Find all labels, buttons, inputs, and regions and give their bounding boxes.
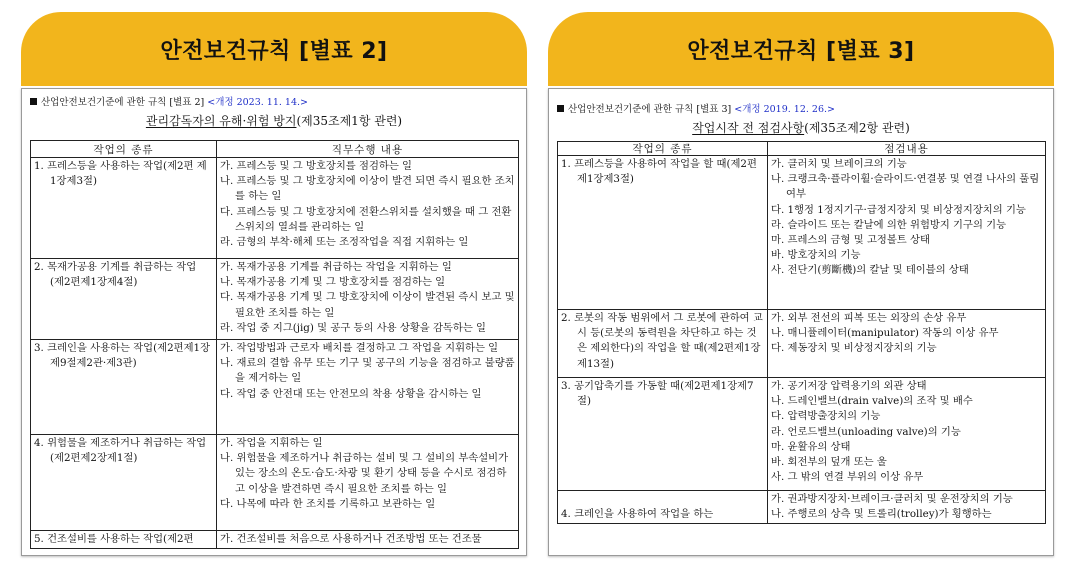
content-cell (768, 310, 1046, 378)
content-cell (217, 259, 519, 340)
table-row (31, 259, 519, 340)
banner-annex-3 (548, 12, 1054, 86)
inspection-table (557, 141, 1046, 524)
content-cell (768, 156, 1046, 310)
doc-title (549, 119, 1053, 136)
content-item: 다. 압력방출장치의 기능 (771, 410, 881, 423)
title-main: 작업시작 전 점검사항 (692, 121, 805, 135)
content-cell (217, 435, 519, 531)
table-row (31, 158, 519, 259)
table-header-row (558, 142, 1046, 156)
work-type: 5. 건조설비를 사용하는 작업(제2편 (34, 533, 194, 545)
content-cell (217, 158, 519, 259)
content-item: 나. 재료의 결함 유무 또는 기구 및 공구의 기능을 점검하고 불량품을 제거하는 일 (220, 357, 515, 385)
content-item: 라. 금형의 부착·해체 또는 조정작업을 직접 지휘하는 일 (220, 236, 469, 249)
square-bullet-icon (30, 98, 37, 105)
content-item: 라. 언로드밸브(unloading valve)의 기능 (771, 425, 961, 438)
revision-note: <개정 2023. 11. 14.> (207, 97, 308, 108)
table-row (558, 156, 1046, 310)
banner-annex-2 (21, 12, 527, 86)
work-type-cell (558, 310, 768, 378)
duties-table (30, 140, 519, 549)
title-ref: (제35조제1항 관련) (296, 114, 403, 128)
content-item: 나. 프레스등 및 그 방호장치에 이상이 발견 되면 즉시 필요한 조치를 하는 일 (220, 175, 515, 203)
content-item: 사. 전단기(剪斷機)의 칼날 및 테이블의 상태 (771, 264, 969, 277)
work-type-cell (31, 435, 217, 531)
table-row (558, 378, 1046, 491)
square-bullet-icon (557, 105, 564, 112)
content-item: 다. 프레스등 및 그 방호장치에 전환스위치를 설치했을 때 그 전환스위치의 열쇠를 관리하는 일 (220, 205, 512, 233)
header-prefix: 산업안전보건기준에 관한 규칙 [별표 3] (568, 104, 732, 115)
content-item: 라. 슬라이드 또는 칼날에 의한 위험방지 기구의 기능 (771, 218, 1007, 231)
work-type: 2. 목재가공용 기계를 취급하는 작업 (제2편제1장제4절) (34, 261, 197, 289)
document-annex-3 (548, 88, 1054, 556)
content-item: 나. 주행로의 상측 및 트롤리(trolley)가 횡행하는 (771, 508, 992, 521)
content-item: 가. 권과방지장치·브레이크·클러치 및 운전장치의 기능 (771, 493, 1013, 505)
title-ref: (제35조제2항 관련) (804, 121, 910, 135)
content-item: 가. 작업방법과 근로자 배치를 결정하고 그 작업을 지휘하는 일 (220, 342, 499, 354)
work-type-cell (31, 340, 217, 435)
doc-header (22, 89, 526, 108)
table-row (31, 435, 519, 531)
content-item: 가. 목재가공용 기계를 취급하는 작업을 지휘하는 일 (220, 261, 452, 273)
work-type: 4. 크레인을 사용하여 작업을 하는 (561, 508, 714, 521)
content-cell (217, 340, 519, 435)
content-cell (768, 491, 1046, 524)
work-type-cell (558, 491, 768, 524)
content-item: 나. 드레인밸브(drain valve)의 조작 및 배수 (771, 395, 973, 408)
panel-annex-2 (21, 0, 527, 545)
content-item: 나. 매니퓰레이터(manipulator) 작동의 이상 유무 (771, 327, 999, 340)
content-item: 다. 작업 중 안전대 또는 안전모의 착용 상황을 감시하는 일 (220, 387, 482, 400)
content-item: 나. 위험물을 제조하거나 취급하는 설비 및 그 설비의 부속설비가 있는 장소의 온도·습도·차광 및 환기 상태 등을 수시로 점검하고 이상을 발견하면 즉시 필요한 조치를 하는 일 (220, 452, 509, 495)
content-item: 나. 목재가공용 기계 및 그 방호장치를 점검하는 일 (220, 276, 446, 289)
content-item: 다. 1행정 1정지기구·급정지장치 및 비상정지장치의 기능 (771, 203, 1026, 216)
work-type: 3. 공기압축기를 가동할 때(제2편제1장제7절) (561, 380, 754, 408)
content-item: 바. 회전부의 덮개 또는 울 (771, 456, 887, 469)
panel-annex-3 (548, 0, 1054, 521)
content-item: 가. 건조설비를 처음으로 사용하거나 건조방법 또는 건조물 (220, 533, 482, 545)
work-type-cell (31, 259, 217, 340)
content-item: 바. 방호장치의 기능 (771, 249, 861, 262)
work-type-cell (558, 378, 768, 491)
work-type-cell (31, 158, 217, 259)
content-item: 라. 작업 중 지그(jig) 및 공구 등의 사용 상황을 감독하는 일 (220, 321, 486, 334)
doc-header (549, 89, 1053, 115)
column-header-work: 작업의 종류 (558, 142, 768, 156)
content-item: 마. 프레스의 금형 및 고정볼트 상태 (771, 234, 930, 247)
work-type: 1. 프레스등을 사용하여 작업을 할 때(제2편제1장제3절) (561, 158, 757, 186)
content-item: 가. 공기저장 압력용기의 외관 상태 (771, 380, 927, 392)
content-item: 가. 외부 전선의 피복 또는 외장의 손상 유무 (771, 312, 967, 324)
work-type: 4. 위험물을 제조하거나 취급하는 작업 (제2편제2장제1절) (34, 437, 207, 465)
table-header-row (31, 141, 519, 158)
table-row (558, 491, 1046, 524)
header-prefix: 산업안전보건기준에 관한 규칙 [별표 2] (41, 97, 205, 108)
content-cell (217, 531, 519, 549)
content-item: 사. 그 밖의 연결 부위의 이상 유무 (771, 471, 924, 484)
banner-title: 안전보건규칙 [별표 2] (160, 38, 388, 64)
content-item: 나. 크랭크축·플라이휠·슬라이드·연결봉 및 연결 나사의 풀림 여부 (771, 173, 1040, 201)
work-type-cell (558, 156, 768, 310)
work-type: 2. 로봇의 작동 범위에서 그 로봇에 관하여 교시 등(로봇의 동력원을 차단하고 하는 것은 제외한다)의 작업을 할 때(제2편제1장제13절) (561, 312, 763, 370)
column-header-content: 직무수행 내용 (217, 141, 519, 158)
banner-title: 안전보건규칙 [별표 3] (687, 38, 915, 64)
column-header-content: 점검내용 (768, 142, 1046, 156)
content-item: 가. 클러치 및 브레이크의 기능 (771, 158, 907, 170)
content-item: 마. 윤활유의 상태 (771, 440, 851, 453)
document-annex-2 (21, 88, 527, 556)
work-type-cell (31, 531, 217, 549)
content-item: 다. 나목에 따라 한 조치를 기록하고 보관하는 일 (220, 497, 436, 510)
work-type: 1. 프레스등을 사용하는 작업(제2편 제1장제3절) (34, 160, 207, 188)
title-main: 관리감독자의 유해·위험 방지 (145, 114, 297, 128)
column-header-work: 작업의 종류 (31, 141, 217, 158)
content-item: 다. 목재가공용 기계 및 그 방호장치에 이상이 발견된 즉시 보고 및 필요한 조치를 하는 일 (220, 291, 515, 319)
content-item: 가. 프레스등 및 그 방호장치를 점검하는 일 (220, 160, 413, 172)
content-cell (768, 378, 1046, 491)
revision-note: <개정 2019. 12. 26.> (734, 104, 835, 115)
content-item: 가. 작업을 지휘하는 일 (220, 437, 323, 449)
work-type: 3. 크레인을 사용하는 작업(제2편제1장제9절제2관·제3관) (34, 342, 211, 370)
table-row (558, 310, 1046, 378)
content-item: 다. 제동장치 및 비상정지장치의 기능 (771, 342, 937, 355)
doc-title (22, 112, 526, 129)
table-row (31, 531, 519, 549)
table-row (31, 340, 519, 435)
